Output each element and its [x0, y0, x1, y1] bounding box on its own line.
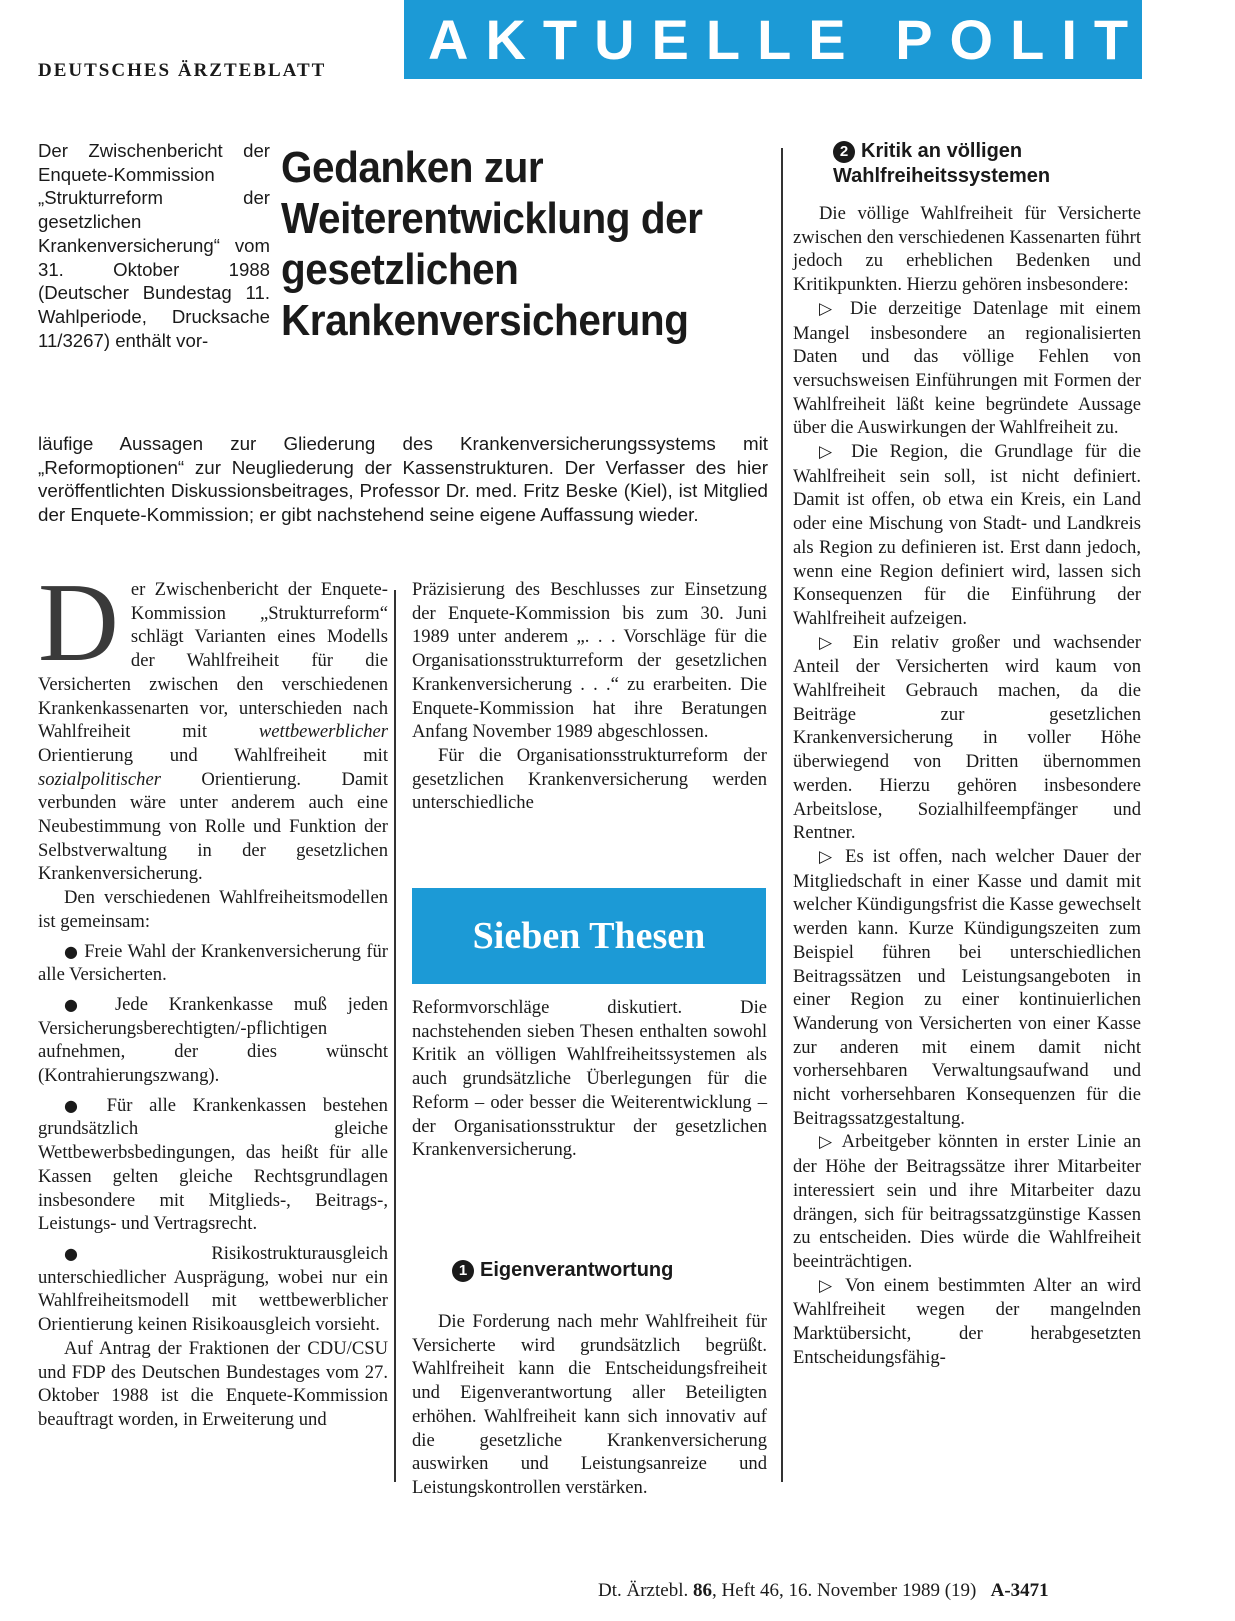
triangle-bullet-icon: ▷ — [819, 1275, 837, 1296]
list-item — [793, 1130, 1141, 1273]
paragraph: Auf Antrag der Fraktionen der CDU/CSU und FDP des Deutschen Bundestages vom 27. Oktober 1988 ist die Enquete-Kommission beauftragt worden, in Erweiterung und — [38, 1337, 388, 1430]
text: er Zwischenbericht der Enquete-Kommission „Strukturreform“ schlägt Varianten eines Modells der Wahlfreiheit für die Versicherten zwischen den verschiedenen Krankenkassenarten vor, unterschieden nach Wahlfreiheit mit — [38, 579, 388, 743]
bullet-icon: ● — [64, 1243, 143, 1263]
section-banner: AKTUELLE POLITIK — [404, 0, 1142, 79]
page-number: A-3471 — [990, 1580, 1049, 1601]
page-footer — [598, 1580, 1049, 1602]
paragraph — [38, 561, 388, 886]
list-item — [793, 297, 1141, 440]
column-1 — [38, 561, 388, 1432]
paragraph: Die völlige Wahlfreiheit für Versicherte zwischen den verschiedenen Kassenarten führt jedoch zu erheblichen Bedenken und Kritikpunkten. Hierzu gehören insbesondere: — [793, 203, 1141, 296]
column-2 — [412, 578, 767, 815]
section-body — [412, 1310, 767, 1500]
list-item — [38, 1242, 388, 1337]
list-item — [38, 993, 388, 1088]
journal-name: DEUTSCHES ÄRZTEBLATT — [38, 60, 327, 81]
list-item — [38, 1094, 388, 1236]
theses-heading-box: Sieben Thesen — [412, 888, 766, 984]
intro-text-continued: läufige Aussagen zur Gliederung des Krankenversicherungssystems mit „Reformoptionen“ zur Neugliederung der Kassenstrukturen. Der Verfasser des hier veröffentlichten Diskussionsbeitrages, Professor Dr. med. Fritz Beske (Kiel), ist Mitglied der Enquete-Kommission; er gibt nachstehend seine eigene Auffassung wieder. — [38, 433, 768, 526]
footer-journal: Dt. Ärztebl. — [598, 1580, 689, 1601]
article-title: Gedanken zur Weiterentwicklung der gesetzlichen Krankenversicherung — [281, 143, 703, 345]
list-item — [793, 440, 1141, 631]
list-item-text: Jede Krankenkasse muß jeden Versicherungsberechtigten/-pflichtigen aufnehmen, der dies wünscht (Kontrahierungszwang). — [38, 993, 388, 1087]
list-item — [38, 940, 388, 987]
section-heading — [452, 1258, 673, 1283]
emphasis: sozialpolitischer — [38, 768, 161, 790]
number-badge-icon: 2 — [833, 141, 855, 163]
triangle-bullet-icon: ▷ — [819, 846, 837, 867]
paragraph: Den verschiedenen Wahlfreiheitsmodellen ist gemeinsam: — [38, 887, 388, 932]
list-item — [793, 631, 1141, 845]
section-title: Kritik an völligen Wahlfreiheitssystemen — [833, 140, 1051, 187]
paragraph: Die Forderung nach mehr Wahlfreiheit für Versicherte wird grundsätzlich begrüßt. Wahlfreiheit kann die Entscheidungsfreiheit und Eigenverantwortung aller Beteiligten erhöhen. Wahlfreiheit kann sich innovativ auf die gesetzliche Krankenversicherung auswirken und Leistungsanreize und Leistungskontrollen verstärken. — [412, 1311, 767, 1498]
paragraph: Präzisierung des Beschlusses zur Einsetzung der Enquete-Kommission bis zum 30. Juni 1989 unter anderem „. . . Vorschläge für die Organisationsstrukturreform der gesetzlichen Krankenversicherung . . .“ zu erarbeiten. Die Enquete-Kommission hat ihre Beratungen Anfang November 1989 abgeschlossen. — [412, 579, 767, 743]
column-divider — [781, 148, 783, 1482]
emphasis: wettbewerblicher — [258, 721, 388, 743]
list-item — [793, 845, 1141, 1130]
column-3 — [793, 202, 1141, 1369]
column-2-continued — [412, 996, 767, 1162]
triangle-bullet-icon: ▷ — [819, 298, 839, 319]
list-item-text: Es ist offen, nach welcher Dauer der Mitgliedschaft in einer Kasse und damit mit welcher Kündigungsfrist die Kasse gewechselt werden kann. Kurze Kündigungszeiten zum Beispiel führen bei unterschiedlichen Beitragssätzen und Leistungsangeboten in einer Region zu einer kontinuierlichen Wanderung von Versicherten von einer Kasse zur anderen mit einem damit nicht vorhersehbaren Verwaltungsaufwand und nicht vorhersehbaren Konsequenzen für die Beitragssatzgestaltung. — [793, 845, 1142, 1129]
triangle-bullet-icon: ▷ — [819, 442, 840, 463]
bullet-icon: ● — [64, 994, 95, 1014]
column-divider — [394, 590, 396, 1482]
triangle-bullet-icon: ▷ — [819, 632, 841, 653]
paragraph: Für die Organisationsstrukturreform der gesetzlichen Krankenversicherung werden unterschiedliche — [412, 744, 767, 814]
bullet-icon: ● — [64, 1095, 90, 1115]
list-item — [793, 1274, 1141, 1370]
list-item-text: Risikostrukturausgleich unterschiedlicher Ausprägung, wobei nur ein Wahlfreiheitsmodell mit wettbewerblicher Orientierung keinen Risikoausgleich vorsieht. — [38, 1242, 388, 1336]
list-item-text: Freie Wahl der Krankenversicherung für alle Versicherten. — [38, 940, 388, 986]
drop-cap: D — [38, 561, 119, 685]
intro-text-left: Der Zwischenbericht der Enquete-Kommission „Strukturreform der gesetzlichen Krankenversicherung“ vom 31. Oktober 1988 (Deutscher Bundestag 11. Wahlperiode, Drucksache 11/3267) enthält vor- — [38, 140, 270, 351]
number-badge-icon: 1 — [452, 1260, 474, 1282]
text: Orientierung. Damit verbunden wäre unter anderem auch eine Neubestimmung von Rolle und Funktion der Selbstverwaltung in der gesetzlichen Krankenversicherung. — [38, 768, 388, 885]
footer-volume: 86 — [692, 1580, 712, 1601]
list-item-text: Die Region, die Grundlage für die Wahlfreiheit sein soll, ist nicht definiert. Damit ist offen, ob etwa ein Kreis, ein Land oder eine Mischung von Stadt- und Landkreis als Region zu definieren ist. Erst dann jedoch, wenn eine Region definiert wird, lassen sich Konsequenzen für die Einführung der Wahlfreiheit aufzeigen. — [793, 441, 1141, 629]
list-item-text: Arbeitgeber könnten in erster Linie an der Höhe der Beitragssätze ihrer Mitarbeiter interessiert sein und ihre Mitarbeiter dazu drängen, sich für beitragssatzgünstige Kassen zu entscheiden. Dies würde die Wahlfreiheit beeinträchtigen. — [793, 1131, 1142, 1272]
text: Orientierung und Wahlfreiheit mit — [38, 744, 388, 766]
list-item-text: Ein relativ großer und wachsender Anteil der Versicherten wird kaum von Wahlfreiheit Gebrauch machen, da die Beiträge zur gesetzlichen Krankenversicherung in voller Höhe überwiegend von Dritten übernommen werden. Hierzu gehören insbesondere Arbeitslose, Sozialhilfeempfänger und Rentner. — [793, 631, 1141, 844]
bullet-icon: ● — [64, 941, 79, 961]
footer-issue: , Heft 46, 16. November 1989 (19) — [711, 1580, 977, 1601]
triangle-bullet-icon: ▷ — [819, 1132, 836, 1153]
section-heading — [833, 139, 1143, 189]
section-title: Eigenverantwortung — [480, 1259, 674, 1281]
paragraph: Reformvorschläge diskutiert. Die nachstehenden sieben Thesen enthalten sowohl Kritik an völligen Wahlfreiheitssystemen als auch grundsätzliche Überlegungen für die Reform – oder besser die Weiterentwicklung – der Organisationsstruktur der gesetzlichen Krankenversicherung. — [412, 997, 767, 1161]
list-item-text: Die derzeitige Datenlage mit einem Mangel insbesondere an regionalisierten Daten und das völlige Fehlen von versuchsweisen Einführungen mit Formen der Wahlfreiheit läßt keine begründete Aussage über die Auswirkungen der Wahlfreiheit zu. — [793, 297, 1141, 439]
list-item-text: Von einem bestimmten Alter an wird Wahlfreiheit wegen der mangelnden Marktübersicht, der herabgesetzten Entscheidungsfähig- — [793, 1274, 1141, 1368]
list-item-text: Für alle Krankenkassen bestehen grundsätzlich gleiche Wettbewerbsbedingungen, das heißt für alle Kassen gelten gleiche Rechtsgrundlagen insbesondere mit Mitglieds-, Beitrags-, Leistungs- und Vertragsrecht. — [38, 1094, 388, 1235]
